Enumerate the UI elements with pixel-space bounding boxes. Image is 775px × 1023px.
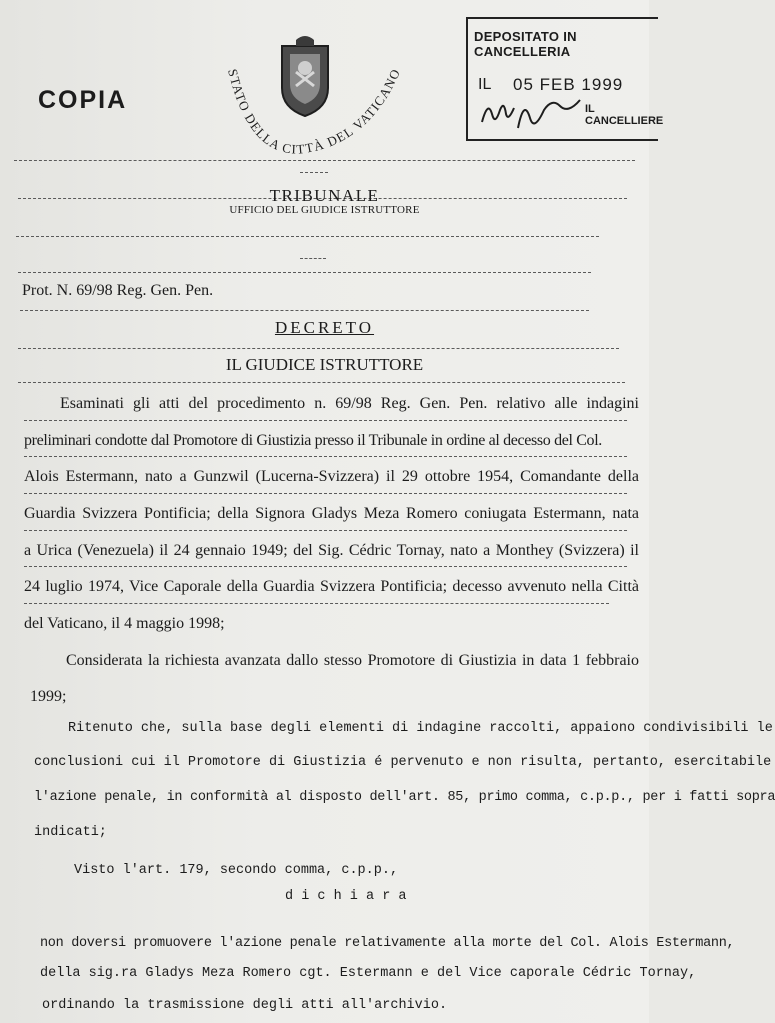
divider [18, 382, 625, 383]
judge-heading: IL GIUDICE ISTRUTTORE [225, 355, 424, 374]
divider [20, 310, 589, 311]
body-line: della sig.ra Gladys Meza Romero cgt. Estermann e del Vice caporale Cédric Tornay, [40, 966, 697, 981]
decree-title: DECRETO [274, 318, 375, 337]
body-line: Alois Estermann, nato a Gunzwil (Lucerna-Svizzera) il 29 ottobre 1954, Comandante della [24, 468, 639, 485]
declares-heading: d i c h i a r a [285, 889, 407, 904]
body-line: Guardia Svizzera Pontificia; della Signora Gladys Meza Romero coniugata Estermann, nata [24, 505, 639, 522]
divider [24, 530, 627, 531]
signature-mark [478, 92, 588, 134]
body-line: preliminari condotte dal Promotore di Giustizia presso il Tribunale in ordine al decesso del Col. [24, 432, 602, 449]
divider [24, 566, 627, 567]
divider [14, 160, 635, 161]
stamp-date: 05 FEB 1999 [513, 75, 624, 94]
divider [300, 172, 328, 173]
divider [24, 420, 627, 421]
protocol-number: Prot. N. 69/98 Reg. Gen. Pen. [22, 282, 214, 299]
body-line: Esaminati gli atti del procedimento n. 69/98 Reg. Gen. Pen. relativo alle indagini [60, 395, 639, 412]
body-line: l'azione penale, in conformità al disposto dell'art. 85, primo comma, c.p.p., per i fatti sopra [34, 790, 775, 805]
body-line: Visto l'art. 179, secondo comma, c.p.p., [74, 863, 399, 878]
body-line: 24 luglio 1974, Vice Caporale della Guardia Svizzera Pontificia; decesso avvenuto nella Città [24, 578, 639, 595]
divider [300, 258, 326, 259]
tribunal-name: TRIBUNALE [269, 186, 380, 205]
body-line: indicati; [34, 825, 107, 840]
body-line: Ritenuto che, sulla base degli elementi di indagine raccolti, appaiono condivisibili le [68, 721, 773, 736]
stamp-il: IL [478, 76, 492, 93]
body-line: Considerata la richiesta avanzata dallo stesso Promotore di Giustizia in data 1 febbraio [66, 652, 639, 669]
body-line: conclusioni cui il Promotore di Giustizia é pervenuto e non risulta, pertanto, esercitabile [34, 755, 772, 770]
vatican-seal [210, 30, 410, 170]
tribunal-office: UFFICIO DEL GIUDICE ISTRUTTORE [229, 204, 420, 216]
stamp-role: IL CANCELLIERE [585, 103, 664, 127]
seal-text: STATO DELLA CITTÀ DEL VATICANO [225, 65, 404, 157]
body-line: 1999; [30, 688, 67, 705]
body-line: a Urica (Venezuela) il 24 gennaio 1949; del Sig. Cédric Tornay, nato a Monthey (Svizzera) il [24, 542, 639, 559]
body-line: non doversi promuovere l'azione penale relativamente alla morte del Col. Alois Estermann, [40, 936, 735, 951]
divider [16, 236, 599, 237]
stamp-title: DEPOSITATO IN CANCELLERIA [474, 29, 577, 59]
divider [18, 348, 619, 349]
body-line: del Vaticano, il 4 maggio 1998; [24, 615, 225, 632]
body-line: ordinando la trasmissione degli atti all'archivio. [42, 998, 448, 1013]
divider [24, 493, 627, 494]
divider [24, 603, 609, 604]
copy-stamp: COPIA [38, 86, 128, 114]
divider [24, 456, 627, 457]
divider [18, 272, 591, 273]
